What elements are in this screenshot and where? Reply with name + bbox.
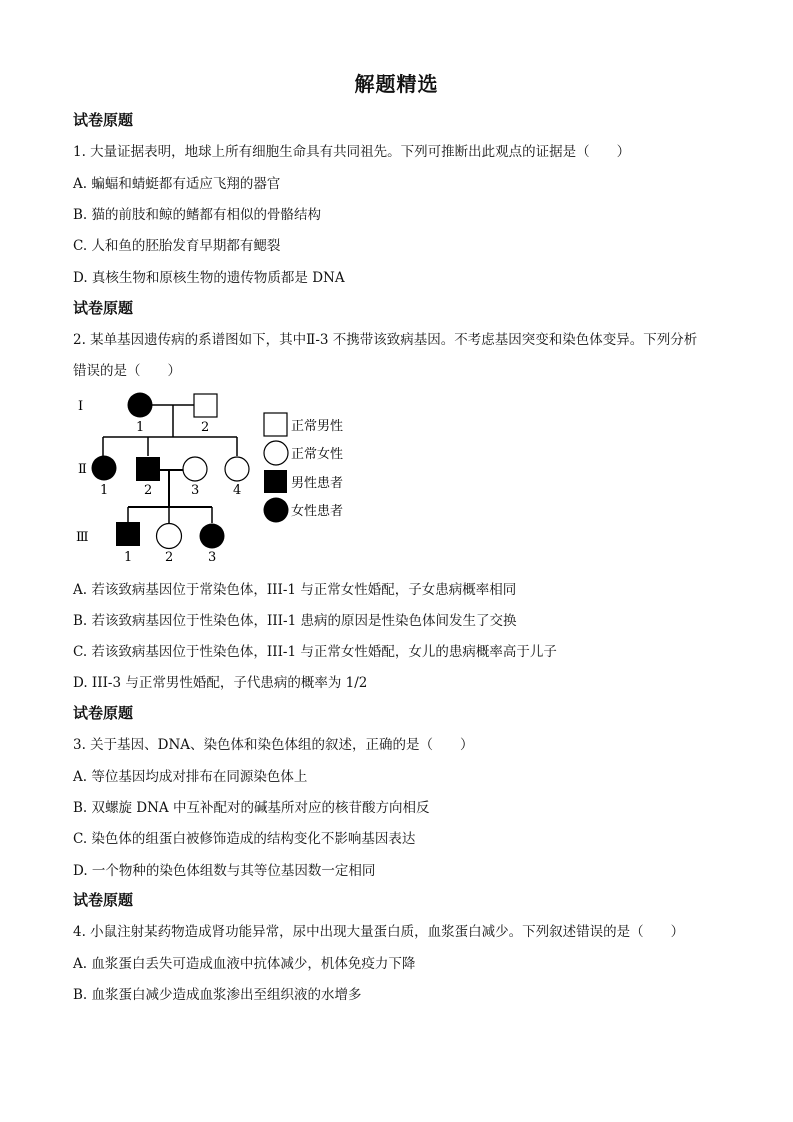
legend-label: 正常女性 — [291, 447, 344, 462]
question-2-option-a: A. 若该致病基因位于常染色体，III-1 与正常女性婚配，子女患病概率相同 — [73, 582, 517, 598]
individual-number: 2 — [165, 550, 174, 565]
individual-III-3 — [200, 524, 225, 549]
generation-label: Ⅱ — [78, 462, 87, 477]
legend-label: 正常男性 — [291, 419, 344, 434]
individual-III-1 — [116, 522, 140, 546]
question-2-option-d: D. III-3 与正常男性婚配，子代患病的概率为 1/2 — [73, 675, 368, 691]
question-2-stem: 2. 某单基因遗传病的系谱图如下，其中Ⅱ-3 不携带该致病基因。不考虑基因突变和染色体变异。下列分析 — [73, 332, 698, 348]
legend-affected-female-icon — [264, 498, 289, 523]
individual-II-2 — [136, 457, 160, 481]
individual-I-1 — [128, 393, 153, 418]
question-4-option-a: A. 血浆蛋白丢失可造成血液中抗体减少，机体免疫力下降 — [73, 956, 416, 972]
individual-I-2 — [194, 394, 217, 417]
question-4-option-b: B. 血浆蛋白减少造成血浆渗出至组织液的水增多 — [73, 987, 362, 1003]
individual-II-1 — [92, 456, 117, 481]
generation-label: Ⅰ — [78, 399, 84, 414]
section-label: 试卷原题 — [73, 891, 134, 909]
question-1-option-a: A. 蝙蝠和蜻蜓都有适应飞翔的器官 — [73, 176, 281, 192]
question-2-option-c: C. 若该致病基因位于性染色体，III-1 与正常女性婚配，女儿的患病概率高于儿子 — [73, 644, 557, 660]
individual-number: 1 — [124, 550, 133, 565]
section-label: 试卷原题 — [73, 704, 134, 722]
question-3-option-b: B. 双螺旋 DNA 中互补配对的碱基所对应的核苷酸方向相反 — [73, 800, 430, 816]
question-3-option-c: C. 染色体的组蛋白被修饰造成的结构变化不影响基因表达 — [73, 831, 416, 847]
legend-normal-male-icon — [264, 413, 287, 436]
individual-number: 3 — [191, 483, 200, 498]
question-1-stem: 1. 大量证据表明，地球上所有细胞生命具有共同祖先。下列可推断出此观点的证据是（ ） — [73, 144, 631, 160]
question-2-stem-cont: 错误的是（ ） — [73, 363, 181, 379]
question-3-option-d: D. 一个物种的染色体组数与其等位基因数一定相同 — [73, 863, 376, 879]
individual-number: 2 — [144, 483, 153, 498]
individual-II-4 — [225, 457, 249, 481]
legend-label: 男性患者 — [291, 476, 344, 491]
section-label: 试卷原题 — [73, 111, 134, 129]
question-1-option-d: D. 真核生物和原核生物的遗传物质都是 DNA — [73, 270, 345, 286]
legend-affected-male-icon — [264, 470, 287, 493]
individual-II-3 — [183, 457, 207, 481]
individual-III-2 — [157, 524, 182, 549]
question-1-option-b: B. 猫的前肢和鲸的鳍都有相似的骨骼结构 — [73, 207, 322, 223]
legend-label: 女性患者 — [291, 504, 344, 519]
individual-number: 3 — [208, 550, 217, 565]
question-1-option-c: C. 人和鱼的胚胎发育早期都有鳃裂 — [73, 238, 281, 254]
legend-normal-female-icon — [264, 441, 288, 465]
question-3-stem: 3. 关于基因、DNA、染色体和染色体组的叙述，正确的是（ ） — [73, 737, 474, 753]
individual-number: 1 — [136, 420, 145, 435]
section-label: 试卷原题 — [73, 299, 134, 317]
question-3-option-a: A. 等位基因均成对排布在同源染色体上 — [73, 769, 308, 785]
individual-number: 2 — [201, 420, 210, 435]
individual-number: 4 — [233, 483, 242, 498]
page-title: 解题精选 — [354, 72, 439, 96]
question-4-stem: 4. 小鼠注射某药物造成肾功能异常，尿中出现大量蛋白质，血浆蛋白减少。下列叙述错误的是（ ） — [73, 924, 685, 940]
question-2-option-b: B. 若该致病基因位于性染色体，III-1 患病的原因是性染色体间发生了交换 — [73, 613, 517, 629]
individual-number: 1 — [100, 483, 109, 498]
generation-label: Ⅲ — [76, 530, 89, 545]
